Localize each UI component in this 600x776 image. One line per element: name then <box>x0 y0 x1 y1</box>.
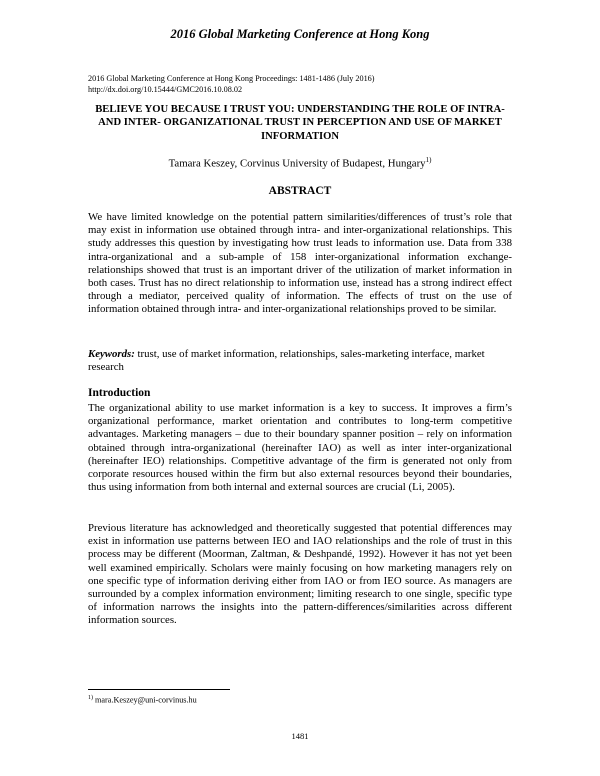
introduction-heading: Introduction <box>88 387 151 399</box>
keywords-text: trust, use of market information, relationships, sales-marketing interface, market research <box>88 348 485 374</box>
citation-proceedings: 2016 Global Marketing Conference at Hong Kong Proceedings: 1481-1486 (July 2016) <box>88 74 375 83</box>
author-line <box>0 156 600 170</box>
running-head: 2016 Global Marketing Conference at Hong Kong <box>170 27 430 41</box>
paper-title: BELIEVE YOU BECAUSE I TRUST YOU: UNDERSTANDING THE ROLE OF INTRA- AND INTER- ORGANIZATIONAL TRUST IN PERCEPTION AND USE OF MARKET INFORMATION <box>95 104 505 142</box>
keywords <box>88 348 512 374</box>
author-name-affiliation: Tamara Keszey, Corvinus University of Budapest, Hungary <box>168 157 426 170</box>
footnote <box>88 695 197 705</box>
footnote-email: mara.Keszey@uni-corvinus.hu <box>93 695 197 705</box>
author-footnote-mark: 1) <box>425 156 432 164</box>
citation-block <box>88 73 528 95</box>
introduction-paragraph-2: Previous literature has acknowledged and theoretically suggested that potential differences may exist in information use patterns between IEO and IAO relationships and the role of trust in this process may be different (Moorman, Zaltman, & Deshpandé, 1992). However it has not yet been well examined empirically. Scholars were mainly focusing on how marketing managers rely on one specific type of information deriving either from IAO or from IEO source. As managers are surrounded by a complex information environment; limiting research to one single, specific type of information narrows the insights into the pattern-differences/similarities across different information sources. <box>88 522 512 627</box>
footnote-mark: 1) <box>88 695 93 701</box>
abstract-heading: ABSTRACT <box>268 185 332 197</box>
footnote-divider <box>88 689 230 690</box>
keywords-label: Keywords: <box>88 348 135 360</box>
citation-doi: http://dx.doi.org/10.15444/GMC2016.10.08.02 <box>88 85 243 94</box>
abstract-body: We have limited knowledge on the potential pattern similarities/differences of trust’s role that may exist in information use obtained through intra- and inter-organizational relationships. This study addresses this question by investigating how trust leads to information use. Data from 338 intra-organizational and a sub-ample of 158 inter-organizational information exchange-relationships showed that trust is an important driver of the utilization of market information in both cases. Trust has no direct relationship to information use, instead has a strong indirect effect through a mediator, perceived quality of information. The effects of trust on the use of information obtained through intra- and inter-organizational relationships proved to be similar. <box>88 211 512 316</box>
introduction-paragraph-1: The organizational ability to use market information is a key to success. It improves a firm’s organizational performance, market orientation and contributes to long-term competitive advantages. Marketing managers – due to their boundary spanner position – rely on information obtained through intra-organizational (hereinafter IAO) as well as inter inter-organizational (hereinafter IEO) relationships. Competitive advantage of the firm is generated not only from corporate resources housed within the firm but also external resources beyond their boundaries, thus using information from both internal and external sources are crucial (Li, 2005). <box>88 402 512 494</box>
page-number: 1481 <box>291 731 309 741</box>
